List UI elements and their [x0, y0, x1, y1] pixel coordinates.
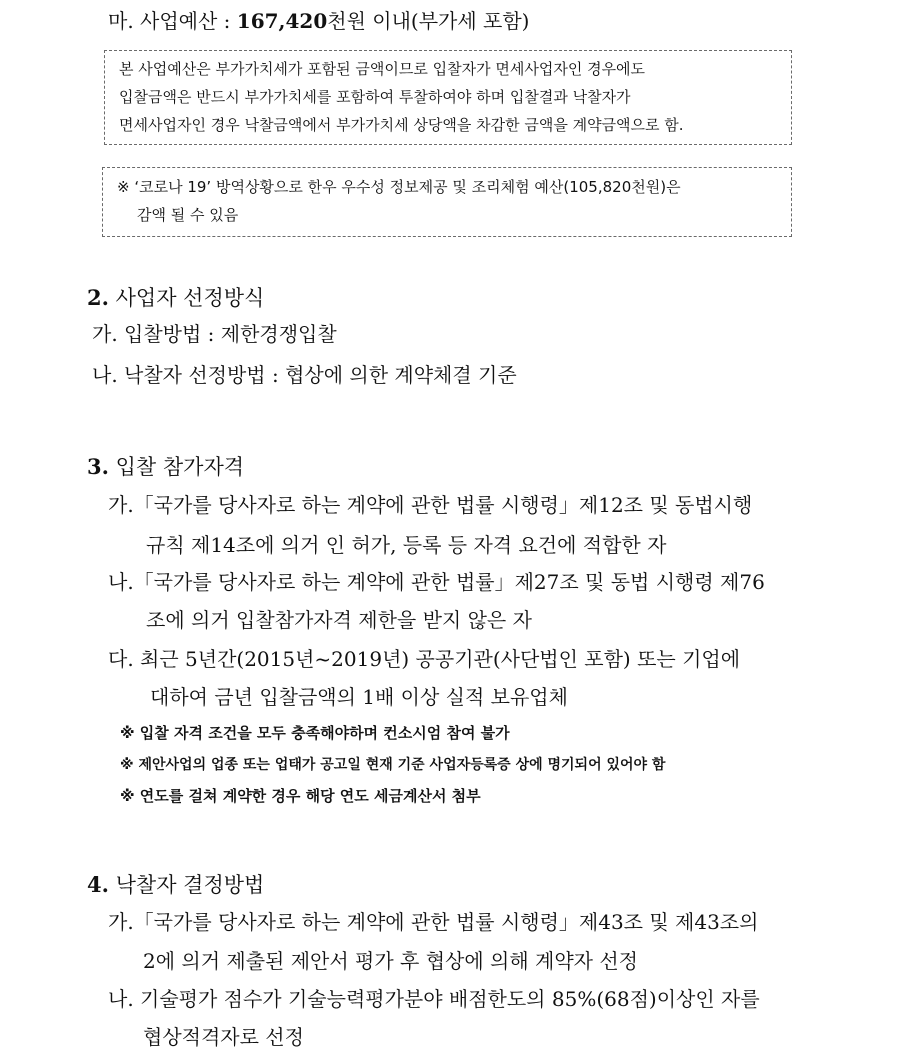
section-2-number: 2. — [87, 285, 109, 310]
section-3-item-2-line-1: 나.「국가를 당사자로 하는 계약에 관한 법률」제27조 및 동법 시행령 제76 — [108, 570, 765, 594]
budget-line — [108, 8, 529, 34]
corona-notice-line-1: ※ ‘코로나 19’ 방역상황으로 한우 우수성 정보제공 및 조리체험 예산(105,820천원)은 — [117, 178, 681, 196]
section-3-item-1-line-2: 규칙 제14조에 의거 인 허가, 등록 등 자격 요건에 적합한 자 — [146, 533, 667, 557]
section-2-item-2: 나. 낙찰자 선정방법 : 협상에 의한 계약체결 기준 — [92, 363, 517, 387]
section-2-heading — [87, 284, 264, 312]
section-4-item-1-line-1: 가.「국가를 당사자로 하는 계약에 관한 법률 시행령」제43조 및 제43조의 — [108, 910, 759, 934]
section-4-number: 4. — [87, 872, 109, 897]
section-3-number: 3. — [87, 454, 109, 479]
section-2-title: 사업자 선정방식 — [115, 286, 265, 310]
section-2-item-1: 가. 입찰방법 : 제한경쟁입찰 — [92, 322, 337, 346]
section-3-note-2: ※ 제안사업의 업종 또는 업태가 공고일 현재 기준 사업자등록증 상에 명기되어 있어야 함 — [120, 757, 666, 773]
corona-notice-line-2: 감액 될 수 있음 — [137, 206, 239, 224]
section-3-item-2-line-2: 조에 의거 입찰참가자격 제한을 받지 않은 자 — [146, 608, 532, 632]
section-3-heading — [87, 453, 244, 481]
section-4-item-2-line-2: 협상적격자로 선정 — [143, 1025, 304, 1049]
section-4-heading — [87, 871, 264, 899]
section-3-item-3-line-2: 대하여 금년 입찰금액의 1배 이상 실적 보유업체 — [150, 685, 568, 709]
budget-amount: 167,420 — [236, 9, 328, 33]
vat-notice-line-1: 본 사업예산은 부가가치세가 포함된 금액이므로 입찰자가 면세사업자인 경우에도 — [119, 60, 646, 78]
section-4-item-2-line-1: 나. 기술평가 점수가 기술능력평가분야 배점한도의 85%(68점)이상인 자를 — [108, 987, 760, 1011]
vat-notice-box — [104, 50, 792, 145]
section-3-note-1: ※ 입찰 자격 조건을 모두 충족해야하며 컨소시엄 참여 불가 — [120, 724, 510, 742]
vat-notice-line-2: 입찰금액은 반드시 부가가치세를 포함하여 투찰하여야 하며 입찰결과 낙찰자가 — [119, 88, 631, 106]
section-3-title: 입찰 참가자격 — [115, 455, 245, 479]
section-3-item-3-line-1: 다. 최근 5년간(2015년~2019년) 공공기관(사단법인 포함) 또는 기업에 — [108, 647, 741, 671]
section-4-title: 낙찰자 결정방법 — [115, 873, 265, 897]
budget-suffix: 천원 이내(부가세 포함) — [327, 9, 530, 33]
vat-notice-line-3: 면세사업자인 경우 낙찰금액에서 부가가치세 상당액을 차감한 금액을 계약금액으로 함. — [119, 116, 684, 134]
section-4-item-1-line-2: 2에 의거 제출된 제안서 평가 후 협상에 의해 계약자 선정 — [143, 949, 638, 973]
budget-prefix: 마. 사업예산 : — [108, 9, 237, 33]
corona-notice-box — [102, 167, 792, 237]
section-3-note-3: ※ 연도를 걸쳐 계약한 경우 해당 연도 세금계산서 첨부 — [120, 787, 481, 805]
section-3-item-1-line-1: 가.「국가를 당사자로 하는 계약에 관한 법률 시행령」제12조 및 동법시행 — [108, 493, 753, 517]
